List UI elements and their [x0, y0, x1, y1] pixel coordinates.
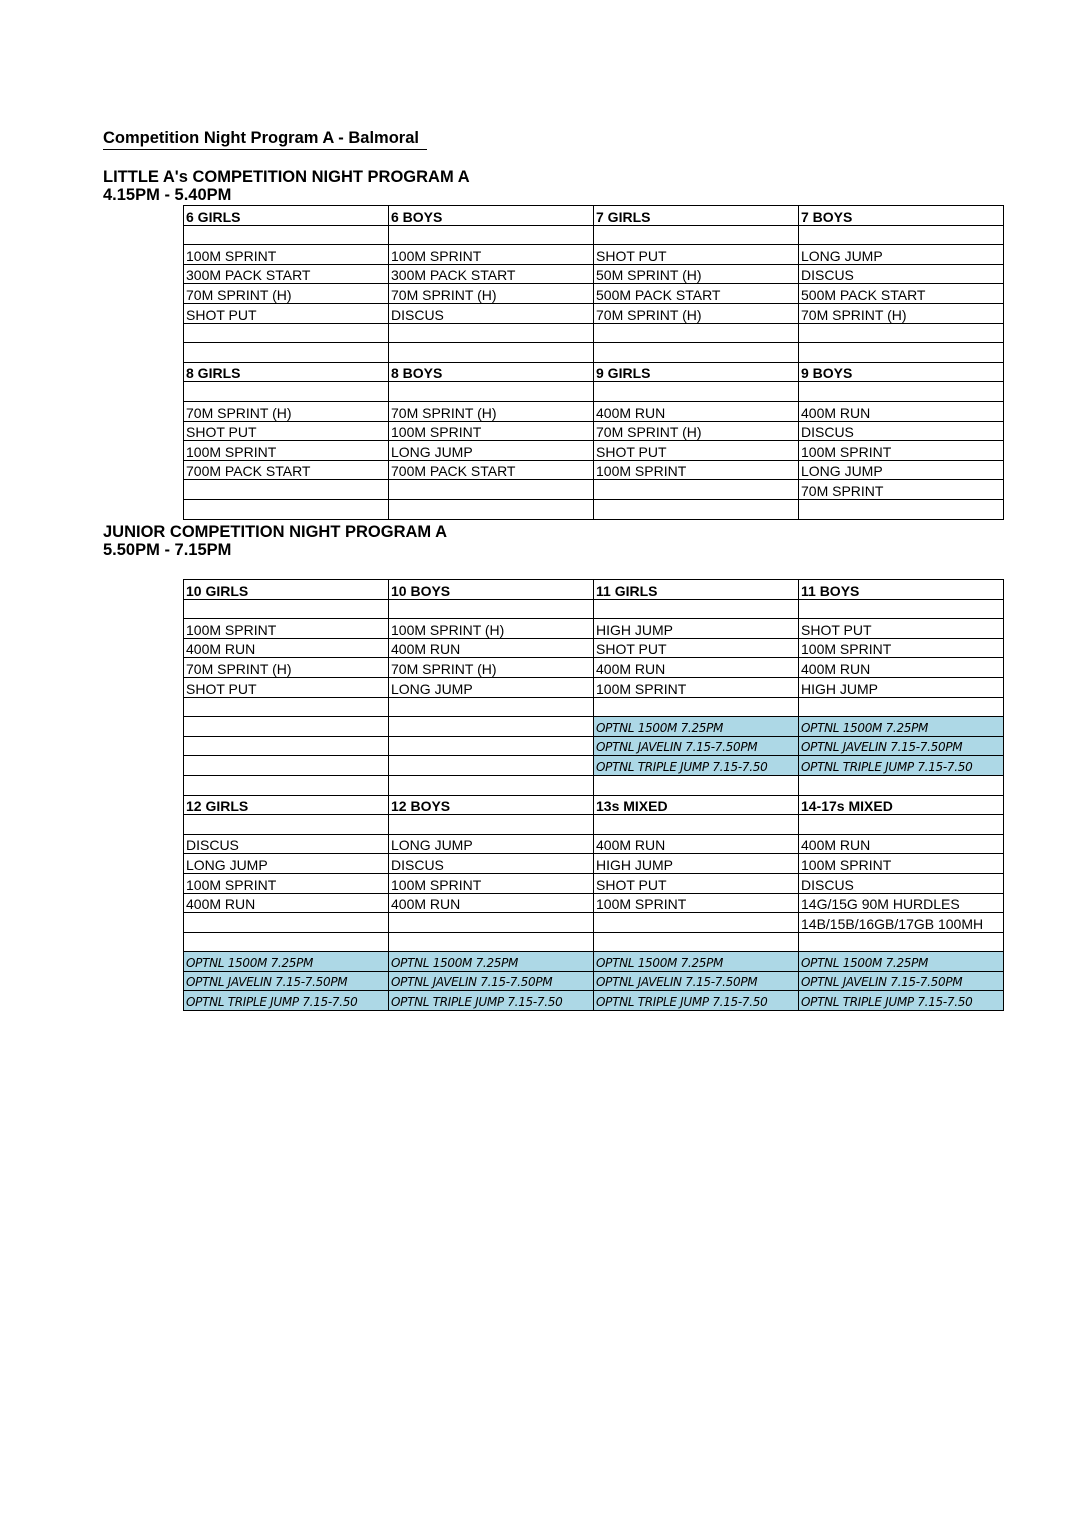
group-header-cell: 6 BOYS	[389, 206, 594, 226]
group-header-cell: 6 GIRLS	[184, 206, 389, 226]
optional-event-row	[184, 736, 1004, 756]
event-cell	[389, 913, 594, 933]
blank-row	[184, 815, 1004, 835]
event-cell: 400M RUN	[389, 893, 594, 913]
event-cell: 300M PACK START	[184, 264, 389, 284]
group-header-cell: 7 BOYS	[799, 206, 1004, 226]
blank-cell	[799, 323, 1004, 343]
event-cell: 400M RUN	[184, 893, 389, 913]
optional-event-cell: OPTNL 1500M 7.25PM	[799, 952, 1004, 972]
event-cell: 70M SPRINT (H)	[389, 401, 594, 421]
blank-cell	[594, 499, 799, 519]
event-cell: DISCUS	[799, 264, 1004, 284]
event-cell	[184, 756, 389, 776]
blank-cell	[594, 343, 799, 363]
event-row	[184, 480, 1004, 500]
event-cell: 70M SPRINT (H)	[389, 658, 594, 678]
blank-cell	[594, 225, 799, 245]
blank-cell	[594, 382, 799, 402]
event-cell: 100M SPRINT	[389, 421, 594, 441]
event-row	[184, 854, 1004, 874]
blank-cell	[389, 932, 594, 952]
event-cell: SHOT PUT	[184, 677, 389, 697]
event-cell: 300M PACK START	[389, 264, 594, 284]
event-row	[184, 834, 1004, 854]
optional-event-cell: OPTNL 1500M 7.25PM	[594, 952, 799, 972]
blank-cell	[389, 815, 594, 835]
event-cell: 100M SPRINT	[184, 441, 389, 461]
event-cell: 100M SPRINT	[594, 460, 799, 480]
event-cell: 400M RUN	[594, 658, 799, 678]
blank-cell	[389, 343, 594, 363]
event-row	[184, 441, 1004, 461]
blank-cell	[799, 382, 1004, 402]
group-header-row	[184, 362, 1004, 382]
event-cell: DISCUS	[184, 834, 389, 854]
junior-section-heading	[103, 523, 447, 559]
event-cell: LONG JUMP	[799, 245, 1004, 265]
blank-cell	[594, 775, 799, 795]
event-cell: 100M SPRINT	[389, 245, 594, 265]
event-cell: 70M SPRINT (H)	[184, 284, 389, 304]
blank-cell	[184, 775, 389, 795]
blank-cell	[594, 697, 799, 717]
optional-event-cell: OPTNL JAVELIN 7.15-7.50PM	[594, 736, 799, 756]
event-row	[184, 284, 1004, 304]
event-cell: LONG JUMP	[799, 460, 1004, 480]
group-header-cell: 9 GIRLS	[594, 362, 799, 382]
optional-event-cell: OPTNL TRIPLE JUMP 7.15-7.50	[594, 756, 799, 776]
little-time-range: 4.15PM - 5.40PM	[103, 186, 232, 204]
blank-row	[184, 323, 1004, 343]
event-cell: SHOT PUT	[799, 619, 1004, 639]
event-cell: 400M RUN	[184, 638, 389, 658]
group-header-cell: 8 GIRLS	[184, 362, 389, 382]
event-cell: DISCUS	[799, 873, 1004, 893]
event-row	[184, 658, 1004, 678]
blank-cell	[184, 932, 389, 952]
blank-cell	[799, 599, 1004, 619]
event-cell	[389, 480, 594, 500]
optional-event-cell: OPTNL 1500M 7.25PM	[389, 952, 594, 972]
event-cell: DISCUS	[389, 303, 594, 323]
event-cell: 400M RUN	[799, 401, 1004, 421]
event-cell: 100M SPRINT	[799, 638, 1004, 658]
event-cell	[594, 480, 799, 500]
page-title: Competition Night Program A - Balmoral	[103, 129, 427, 150]
optional-event-row	[184, 971, 1004, 991]
blank-cell	[184, 815, 389, 835]
optional-event-cell: OPTNL JAVELIN 7.15-7.50PM	[389, 971, 594, 991]
group-header-cell: 14-17s MIXED	[799, 795, 1004, 815]
blank-cell	[184, 599, 389, 619]
event-cell: LONG JUMP	[184, 854, 389, 874]
blank-cell	[184, 499, 389, 519]
blank-cell	[799, 932, 1004, 952]
blank-cell	[594, 932, 799, 952]
event-cell: HIGH JUMP	[594, 854, 799, 874]
optional-event-row	[184, 952, 1004, 972]
optional-event-cell: OPTNL TRIPLE JUMP 7.15-7.50	[594, 991, 799, 1011]
blank-row	[184, 499, 1004, 519]
event-cell	[184, 913, 389, 933]
little-section-heading	[103, 168, 470, 204]
little-heading-text: LITTLE A's COMPETITION NIGHT PROGRAM A	[103, 168, 470, 186]
event-cell: LONG JUMP	[389, 834, 594, 854]
optional-event-cell: OPTNL TRIPLE JUMP 7.15-7.50	[389, 991, 594, 1011]
blank-cell	[184, 225, 389, 245]
event-cell: LONG JUMP	[389, 441, 594, 461]
event-cell: HIGH JUMP	[594, 619, 799, 639]
group-header-cell: 8 BOYS	[389, 362, 594, 382]
group-header-cell: 11 GIRLS	[594, 580, 799, 600]
event-cell: 14B/15B/16GB/17GB 100MH	[799, 913, 1004, 933]
event-row	[184, 677, 1004, 697]
optional-event-cell: OPTNL JAVELIN 7.15-7.50PM	[799, 971, 1004, 991]
event-cell: 70M SPRINT (H)	[389, 284, 594, 304]
blank-cell	[799, 499, 1004, 519]
event-cell	[389, 717, 594, 737]
event-row	[184, 873, 1004, 893]
group-header-cell: 11 BOYS	[799, 580, 1004, 600]
event-cell: 70M SPRINT (H)	[184, 401, 389, 421]
event-row	[184, 913, 1004, 933]
group-header-row	[184, 795, 1004, 815]
event-cell: 100M SPRINT	[184, 245, 389, 265]
blank-cell	[184, 343, 389, 363]
event-row	[184, 264, 1004, 284]
blank-cell	[184, 382, 389, 402]
event-row	[184, 245, 1004, 265]
event-cell	[184, 736, 389, 756]
junior-time-range: 5.50PM - 7.15PM	[103, 541, 232, 559]
blank-cell	[389, 382, 594, 402]
group-header-row	[184, 580, 1004, 600]
group-header-cell: 12 BOYS	[389, 795, 594, 815]
event-cell: SHOT PUT	[594, 873, 799, 893]
event-cell: 100M SPRINT	[594, 893, 799, 913]
optional-event-cell: OPTNL 1500M 7.25PM	[184, 952, 389, 972]
optional-event-cell: OPTNL 1500M 7.25PM	[799, 717, 1004, 737]
event-cell: 70M SPRINT (H)	[594, 303, 799, 323]
event-cell: 700M PACK START	[184, 460, 389, 480]
blank-cell	[389, 697, 594, 717]
event-row	[184, 421, 1004, 441]
event-cell	[389, 756, 594, 776]
group-header-cell: 13s MIXED	[594, 795, 799, 815]
event-row	[184, 619, 1004, 639]
blank-row	[184, 775, 1004, 795]
event-row	[184, 893, 1004, 913]
blank-cell	[389, 323, 594, 343]
group-header-cell: 10 GIRLS	[184, 580, 389, 600]
event-row	[184, 460, 1004, 480]
event-cell: 70M SPRINT (H)	[184, 658, 389, 678]
event-cell	[389, 736, 594, 756]
event-cell: 500M PACK START	[799, 284, 1004, 304]
blank-row	[184, 382, 1004, 402]
event-cell: 50M SPRINT (H)	[594, 264, 799, 284]
event-cell: 100M SPRINT	[389, 873, 594, 893]
event-cell: SHOT PUT	[594, 441, 799, 461]
event-cell: 100M SPRINT	[594, 677, 799, 697]
event-cell: 100M SPRINT (H)	[389, 619, 594, 639]
event-row	[184, 303, 1004, 323]
event-row	[184, 638, 1004, 658]
group-header-row	[184, 206, 1004, 226]
event-cell: 400M RUN	[799, 834, 1004, 854]
blank-cell	[389, 499, 594, 519]
optional-event-row	[184, 717, 1004, 737]
event-cell	[184, 717, 389, 737]
event-cell: DISCUS	[389, 854, 594, 874]
optional-event-cell: OPTNL JAVELIN 7.15-7.50PM	[799, 736, 1004, 756]
event-cell: 400M RUN	[389, 638, 594, 658]
junior-program-table	[183, 579, 1004, 1011]
event-cell: SHOT PUT	[594, 245, 799, 265]
event-cell: 400M RUN	[594, 834, 799, 854]
blank-cell	[389, 225, 594, 245]
optional-event-cell: OPTNL 1500M 7.25PM	[594, 717, 799, 737]
event-cell: 70M SPRINT (H)	[799, 303, 1004, 323]
group-header-cell: 7 GIRLS	[594, 206, 799, 226]
event-cell	[184, 480, 389, 500]
blank-cell	[594, 599, 799, 619]
group-header-cell: 10 BOYS	[389, 580, 594, 600]
event-cell: 100M SPRINT	[799, 441, 1004, 461]
event-cell: SHOT PUT	[184, 303, 389, 323]
optional-event-cell: OPTNL TRIPLE JUMP 7.15-7.50	[799, 756, 1004, 776]
blank-cell	[799, 815, 1004, 835]
blank-row	[184, 343, 1004, 363]
event-cell: 14G/15G 90M HURDLES	[799, 893, 1004, 913]
blank-cell	[594, 815, 799, 835]
event-cell: SHOT PUT	[594, 638, 799, 658]
event-cell: SHOT PUT	[184, 421, 389, 441]
blank-cell	[799, 775, 1004, 795]
blank-cell	[799, 225, 1004, 245]
event-cell	[594, 913, 799, 933]
blank-cell	[799, 343, 1004, 363]
event-cell: LONG JUMP	[389, 677, 594, 697]
blank-cell	[184, 323, 389, 343]
event-row	[184, 401, 1004, 421]
event-cell: 700M PACK START	[389, 460, 594, 480]
blank-row	[184, 932, 1004, 952]
optional-event-cell: OPTNL JAVELIN 7.15-7.50PM	[184, 971, 389, 991]
blank-cell	[799, 697, 1004, 717]
event-cell: 400M RUN	[594, 401, 799, 421]
junior-heading-text: JUNIOR COMPETITION NIGHT PROGRAM A	[103, 523, 448, 541]
event-cell: 500M PACK START	[594, 284, 799, 304]
event-cell: 100M SPRINT	[184, 873, 389, 893]
event-cell: 70M SPRINT	[799, 480, 1004, 500]
event-cell: 70M SPRINT (H)	[594, 421, 799, 441]
blank-cell	[389, 599, 594, 619]
blank-cell	[594, 323, 799, 343]
blank-row	[184, 225, 1004, 245]
blank-row	[184, 697, 1004, 717]
event-cell: 100M SPRINT	[184, 619, 389, 639]
event-cell: HIGH JUMP	[799, 677, 1004, 697]
event-cell: DISCUS	[799, 421, 1004, 441]
group-header-cell: 12 GIRLS	[184, 795, 389, 815]
blank-row	[184, 599, 1004, 619]
optional-event-row	[184, 756, 1004, 776]
blank-cell	[389, 775, 594, 795]
optional-event-cell: OPTNL JAVELIN 7.15-7.50PM	[594, 971, 799, 991]
little-program-table	[183, 205, 1004, 520]
optional-event-cell: OPTNL TRIPLE JUMP 7.15-7.50	[184, 991, 389, 1011]
blank-cell	[184, 697, 389, 717]
optional-event-row	[184, 991, 1004, 1011]
group-header-cell: 9 BOYS	[799, 362, 1004, 382]
optional-event-cell: OPTNL TRIPLE JUMP 7.15-7.50	[799, 991, 1004, 1011]
event-cell: 100M SPRINT	[799, 854, 1004, 874]
event-cell: 400M RUN	[799, 658, 1004, 678]
